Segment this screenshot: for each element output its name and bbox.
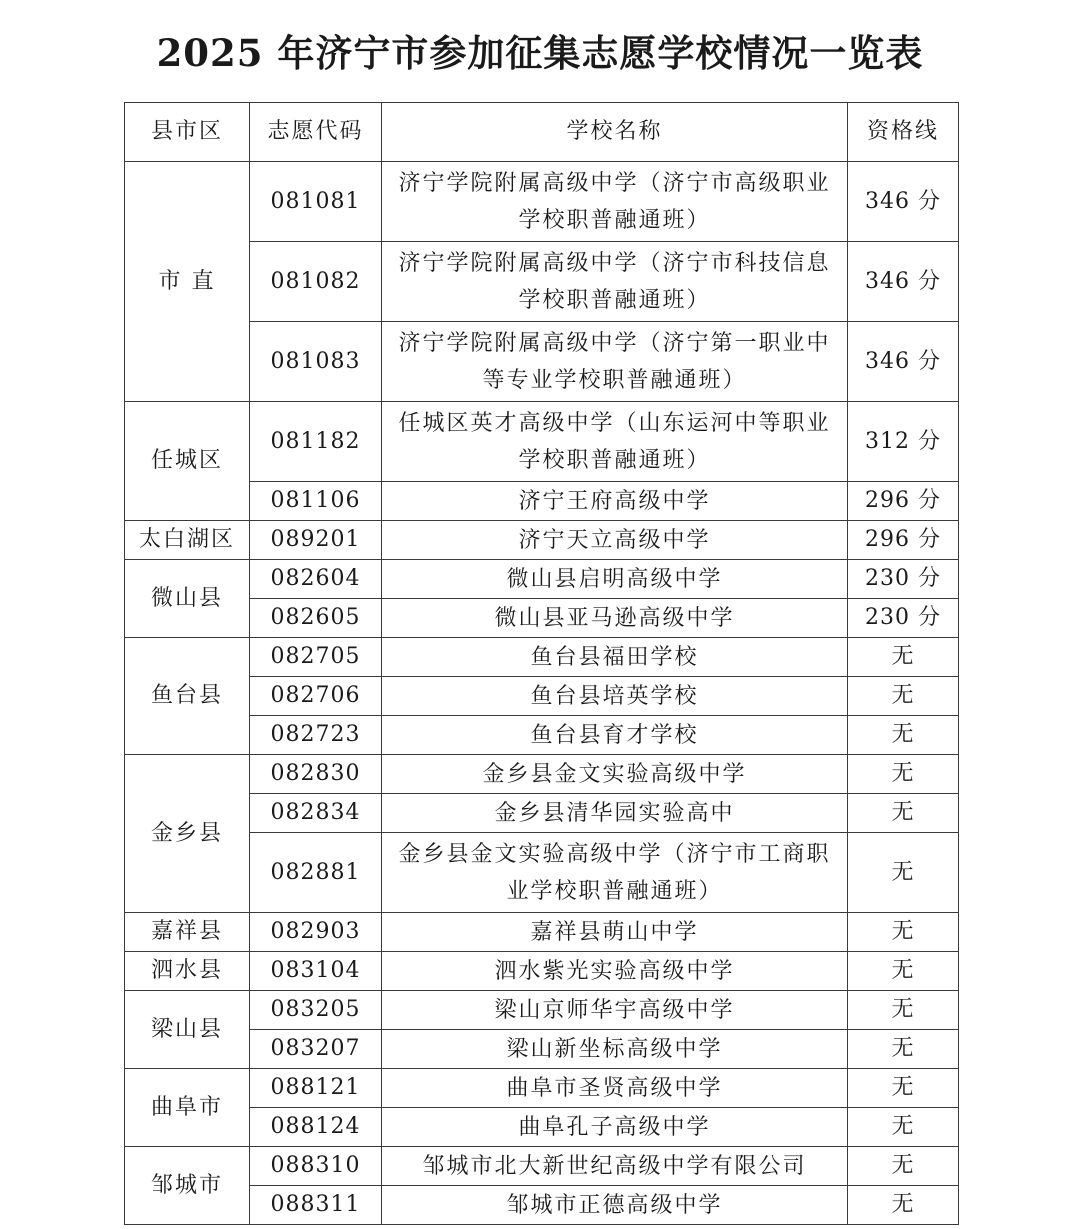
score-cell: 230 分 (848, 599, 959, 638)
code-cell: 082604 (250, 560, 382, 599)
school-name-cell: 济宁王府高级中学 (382, 482, 848, 521)
school-name-cell: 曲阜孔子高级中学 (382, 1108, 848, 1147)
header-code: 志愿代码 (250, 103, 382, 162)
county-cell: 嘉祥县 (125, 913, 250, 952)
header-county: 县市区 (125, 103, 250, 162)
score-cell: 无 (848, 638, 959, 677)
header-score: 资格线 (848, 103, 959, 162)
county-cell: 泗水县 (125, 952, 250, 991)
table-row (125, 162, 959, 242)
score-cell: 230 分 (848, 560, 959, 599)
score-cell: 296 分 (848, 482, 959, 521)
code-cell: 083104 (250, 952, 382, 991)
school-name-cell: 济宁学院附属高级中学（济宁市科技信息学校职普融通班） (382, 242, 848, 322)
score-cell: 无 (848, 991, 959, 1030)
page-title: 2025 年济宁市参加征集志愿学校情况一览表 (156, 31, 924, 75)
table-row (125, 242, 959, 322)
table-row (125, 638, 959, 677)
table-body (125, 162, 959, 1225)
county-cell: 曲阜市 (125, 1069, 250, 1147)
score-cell: 无 (848, 833, 959, 913)
county-cell: 鱼台县 (125, 638, 250, 755)
code-cell: 088121 (250, 1069, 382, 1108)
county-cell: 任城区 (125, 402, 250, 521)
table-row (125, 1108, 959, 1147)
school-name-cell: 济宁学院附属高级中学（济宁市高级职业学校职普融通班） (382, 162, 848, 242)
code-cell: 083205 (250, 991, 382, 1030)
code-cell: 082723 (250, 716, 382, 755)
code-cell: 088311 (250, 1186, 382, 1225)
score-cell: 346 分 (848, 242, 959, 322)
code-cell: 082834 (250, 794, 382, 833)
county-cell: 邹城市 (125, 1147, 250, 1225)
score-cell: 312 分 (848, 402, 959, 482)
table-row (125, 1147, 959, 1186)
code-cell: 089201 (250, 521, 382, 560)
school-name-cell: 金乡县金文实验高级中学 (382, 755, 848, 794)
table-row (125, 794, 959, 833)
school-name-cell: 梁山新坐标高级中学 (382, 1030, 848, 1069)
code-cell: 082705 (250, 638, 382, 677)
table-row (125, 833, 959, 913)
score-cell: 无 (848, 1147, 959, 1186)
code-cell: 082881 (250, 833, 382, 913)
score-cell: 无 (848, 913, 959, 952)
score-cell: 无 (848, 794, 959, 833)
score-cell: 296 分 (848, 521, 959, 560)
score-cell: 346 分 (848, 162, 959, 242)
school-name-cell: 邹城市北大新世纪高级中学有限公司 (382, 1147, 848, 1186)
school-name-cell: 邹城市正德高级中学 (382, 1186, 848, 1225)
school-name-cell: 济宁天立高级中学 (382, 521, 848, 560)
table-row (125, 402, 959, 482)
school-name-cell: 嘉祥县萌山中学 (382, 913, 848, 952)
school-name-cell: 泗水紫光实验高级中学 (382, 952, 848, 991)
code-cell: 082605 (250, 599, 382, 638)
table-row (125, 1069, 959, 1108)
code-cell: 088310 (250, 1147, 382, 1186)
admissions-table (124, 102, 959, 1225)
score-cell: 无 (848, 677, 959, 716)
school-name-cell: 鱼台县培英学校 (382, 677, 848, 716)
score-cell: 346 分 (848, 322, 959, 402)
code-cell: 088124 (250, 1108, 382, 1147)
school-name-cell: 微山县亚马逊高级中学 (382, 599, 848, 638)
code-cell: 081083 (250, 322, 382, 402)
school-name-cell: 鱼台县育才学校 (382, 716, 848, 755)
score-cell: 无 (848, 755, 959, 794)
code-cell: 083207 (250, 1030, 382, 1069)
score-cell: 无 (848, 1030, 959, 1069)
code-cell: 081182 (250, 402, 382, 482)
school-name-cell: 金乡县清华园实验高中 (382, 794, 848, 833)
table-row (125, 1186, 959, 1225)
table-row (125, 755, 959, 794)
county-cell: 金乡县 (125, 755, 250, 913)
code-cell: 081081 (250, 162, 382, 242)
code-cell: 082903 (250, 913, 382, 952)
score-cell: 无 (848, 716, 959, 755)
county-cell: 太白湖区 (125, 521, 250, 560)
score-cell: 无 (848, 1108, 959, 1147)
table-row (125, 991, 959, 1030)
school-name-cell: 微山县启明高级中学 (382, 560, 848, 599)
table-row (125, 599, 959, 638)
table-header-row (125, 103, 959, 162)
table-row (125, 677, 959, 716)
table-row (125, 521, 959, 560)
code-cell: 082830 (250, 755, 382, 794)
school-name-cell: 任城区英才高级中学（山东运河中等职业学校职普融通班） (382, 402, 848, 482)
county-cell: 微山县 (125, 560, 250, 638)
county-cell: 市 直 (125, 162, 250, 402)
code-cell: 081106 (250, 482, 382, 521)
score-cell: 无 (848, 1069, 959, 1108)
school-name-cell: 曲阜市圣贤高级中学 (382, 1069, 848, 1108)
school-name-cell: 济宁学院附属高级中学（济宁第一职业中等专业学校职普融通班） (382, 322, 848, 402)
table-row (125, 1030, 959, 1069)
school-name-cell: 梁山京师华宇高级中学 (382, 991, 848, 1030)
score-cell: 无 (848, 952, 959, 991)
table-row (125, 716, 959, 755)
school-name-cell: 金乡县金文实验高级中学（济宁市工商职业学校职普融通班） (382, 833, 848, 913)
county-cell: 梁山县 (125, 991, 250, 1069)
table-row (125, 952, 959, 991)
table-row (125, 322, 959, 402)
header-school: 学校名称 (382, 103, 848, 162)
table-row (125, 482, 959, 521)
table-row (125, 560, 959, 599)
code-cell: 081082 (250, 242, 382, 322)
school-name-cell: 鱼台县福田学校 (382, 638, 848, 677)
score-cell: 无 (848, 1186, 959, 1225)
table-row (125, 913, 959, 952)
code-cell: 082706 (250, 677, 382, 716)
